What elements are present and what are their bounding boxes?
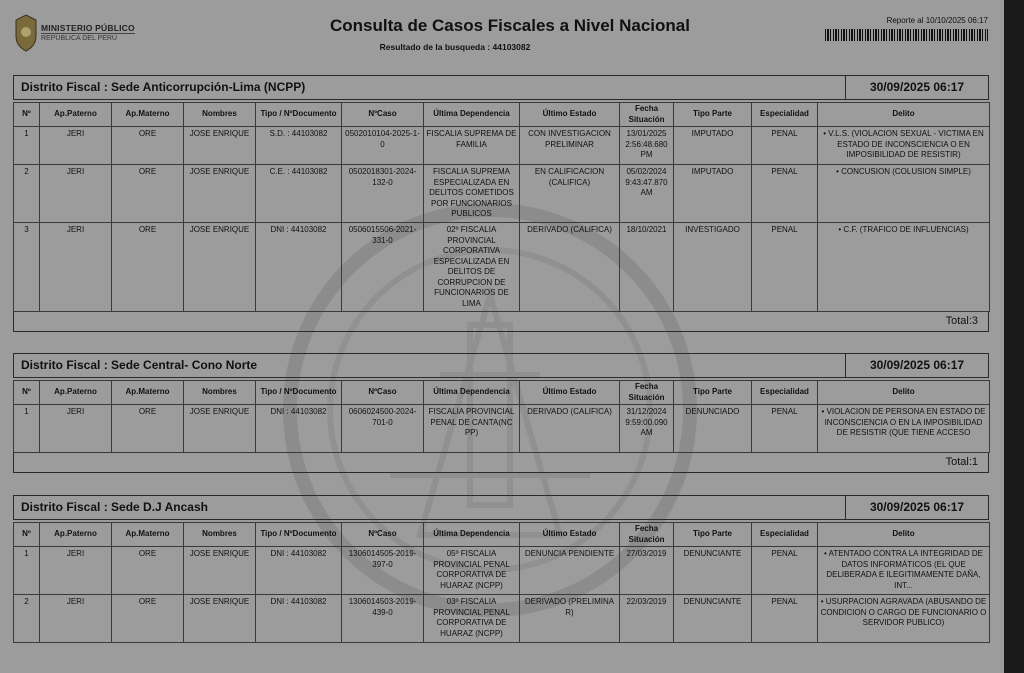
cell: 2	[14, 165, 40, 223]
cell: 03º FISCALIA PROVINCIAL PENAL CORPORATIVA DE HUARAZ (NCPP)	[424, 595, 520, 643]
cell: • ATENTADO CONTRA LA INTEGRIDAD DE DATOS INFORMÁTICOS (EL QUE DELIBERADA E ILEGITIMAMENTE DAÑA, INT...	[818, 547, 990, 595]
cell: 3	[14, 223, 40, 312]
col-header: Nombres	[184, 103, 256, 127]
cell: PENAL	[752, 165, 818, 223]
section-anticorrupcion	[13, 75, 989, 332]
col-header: Delito	[818, 103, 990, 127]
col-header: Último Estado	[520, 523, 620, 547]
col-header: Tipo / NºDocumento	[256, 103, 342, 127]
table-header-row	[14, 523, 990, 547]
col-header: Última Dependencia	[424, 381, 520, 405]
cell: 0606024500-2024-701-0	[342, 405, 424, 453]
cell: DENUNCIANTE	[674, 547, 752, 595]
col-header: Nombres	[184, 523, 256, 547]
col-header: Especialidad	[752, 103, 818, 127]
cell: INVESTIGADO	[674, 223, 752, 312]
col-header: Ap.Materno	[112, 381, 184, 405]
cell: DENUNCIA PENDIENTE	[520, 547, 620, 595]
cell: • VIOLACION DE PERSONA EN ESTADO DE INCONSCIENCIA O EN LA IMPOSIBILIDAD DE RESISTIR (QUE TIENE ACCESO	[818, 405, 990, 453]
col-header: Ap.Paterno	[40, 523, 112, 547]
col-header: Especialidad	[752, 523, 818, 547]
col-header: Nº	[14, 381, 40, 405]
col-header: Nº	[14, 523, 40, 547]
col-header: Delito	[818, 381, 990, 405]
col-header: NºCaso	[342, 381, 424, 405]
cell: JERI	[40, 165, 112, 223]
cell: DENUNCIANTE	[674, 595, 752, 643]
cell: DNI : 44103082	[256, 405, 342, 453]
col-header: Nombres	[184, 381, 256, 405]
section-cono-norte	[13, 353, 989, 473]
cell: JOSE ENRIQUE	[184, 547, 256, 595]
cell: JERI	[40, 405, 112, 453]
cell: 2	[14, 595, 40, 643]
search-result-label: Resultado de la busqueda : 44103082	[379, 42, 531, 52]
section-date: 30/09/2025 06:17	[869, 500, 965, 514]
cell: FISCALIA SUPREMA DE FAMILIA	[424, 127, 520, 165]
cell: 13/01/2025 2:56:48.680 PM	[620, 127, 674, 165]
col-header: Último Estado	[520, 381, 620, 405]
col-header: Nº	[14, 103, 40, 127]
cell: JERI	[40, 223, 112, 312]
cell: 1	[14, 405, 40, 453]
cell: C.E. : 44103082	[256, 165, 342, 223]
barcode	[825, 29, 988, 41]
table-header-row	[14, 381, 990, 405]
cell: PENAL	[752, 223, 818, 312]
cell: 0502010104-2025-1-0	[342, 127, 424, 165]
table-row	[14, 165, 990, 223]
cases-table	[13, 380, 990, 453]
cell: EN CALIFICACION (CALIFICA)	[520, 165, 620, 223]
cell: DNI : 44103082	[256, 595, 342, 643]
cell: 27/03/2019	[620, 547, 674, 595]
cell: JERI	[40, 127, 112, 165]
cell: • CONCUSION (COLUSION SIMPLE)	[818, 165, 990, 223]
cell: ORE	[112, 165, 184, 223]
col-header: Tipo / NºDocumento	[256, 523, 342, 547]
col-header: Último Estado	[520, 103, 620, 127]
cell: 1	[14, 547, 40, 595]
col-header: Fecha Situación	[620, 381, 674, 405]
cell: ORE	[112, 223, 184, 312]
cell: 31/12/2024 9:59:00.090 AM	[620, 405, 674, 453]
cell: JERI	[40, 595, 112, 643]
col-header: Fecha Situación	[620, 523, 674, 547]
cell: JERI	[40, 547, 112, 595]
cell: JOSE ENRIQUE	[184, 223, 256, 312]
cases-table	[13, 522, 990, 643]
cell: S.D. : 44103082	[256, 127, 342, 165]
cell: DERIVADO (PRELIMINA R)	[520, 595, 620, 643]
report-date: Reporte al 10/10/2025 06:17	[886, 16, 988, 25]
cell: DERIVADO (CALIFICA)	[520, 223, 620, 312]
cell: JOSE ENRIQUE	[184, 127, 256, 165]
cell: • V.L.S. (VIOLACION SEXUAL - VICTIMA EN ESTADO DE INCONSCIENCIA O EN IMPOSIBILIDAD DE RESISTIR)	[818, 127, 990, 165]
page-title: Consulta de Casos Fiscales a Nivel Nacional	[330, 16, 690, 35]
cell: DERIVADO (CALIFICA)	[520, 405, 620, 453]
table-row	[14, 595, 990, 643]
logo-line2: REPÚBLICA DEL PERÚ	[41, 33, 135, 43]
cell: 22/03/2019	[620, 595, 674, 643]
logo-line1: MINISTERIO PÚBLICO	[41, 23, 135, 33]
cell: DNI : 44103082	[256, 547, 342, 595]
table-row	[14, 547, 990, 595]
cell: ORE	[112, 127, 184, 165]
cell: JOSE ENRIQUE	[184, 405, 256, 453]
cell: PENAL	[752, 595, 818, 643]
table-header-row	[14, 103, 990, 127]
cell: JOSE ENRIQUE	[184, 595, 256, 643]
cell: DENUNCIADO	[674, 405, 752, 453]
cell: • USURPACION AGRAVADA (ABUSANDO DE CONDICION O CARGO DE FUNCIONARIO O SERVIDOR PUBLICO)	[818, 595, 990, 643]
col-header: Última Dependencia	[424, 523, 520, 547]
section-total: Total:1	[13, 453, 989, 473]
cases-table	[13, 102, 990, 312]
col-header: Última Dependencia	[424, 103, 520, 127]
section-date: 30/09/2025 06:17	[869, 358, 965, 372]
cell: CON INVESTIGACION PRELIMINAR	[520, 127, 620, 165]
cell: PENAL	[752, 547, 818, 595]
cell: FISCALIA PROVINCIAL PENAL DE CANTA(NC PP)	[424, 405, 520, 453]
cell: PENAL	[752, 127, 818, 165]
cell: FISCALIA SUPREMA ESPECIALIZADA EN DELITOS COMETIDOS POR FUNCIONARIOS PUBLICOS	[424, 165, 520, 223]
cell: ORE	[112, 547, 184, 595]
cell: 1	[14, 127, 40, 165]
cell: PENAL	[752, 405, 818, 453]
cell: ORE	[112, 595, 184, 643]
cell: JOSE ENRIQUE	[184, 165, 256, 223]
col-header: Ap.Paterno	[40, 103, 112, 127]
cell: DNI : 44103082	[256, 223, 342, 312]
cell: • C.F. (TRAFICO DE INFLUENCIAS)	[818, 223, 990, 312]
col-header: Fecha Situación	[620, 103, 674, 127]
cell: 02º FISCALIA PROVINCIAL CORPORATIVA ESPECIALIZADA EN DELITOS DE CORRUPCION DE FUNCIONARIOS DE LIMA	[424, 223, 520, 312]
cell: 05º FISCALIA PROVINCIAL PENAL CORPORATIVA DE HUARAZ (NCPP)	[424, 547, 520, 595]
cell: 05/02/2024 9:43:47.870 AM	[620, 165, 674, 223]
cell: IMPUTADO	[674, 127, 752, 165]
cell: 1306014505-2019-397-0	[342, 547, 424, 595]
col-header: Ap.Paterno	[40, 381, 112, 405]
cell: 1306014503-2019-439-0	[342, 595, 424, 643]
table-row	[14, 223, 990, 312]
col-header: Delito	[818, 523, 990, 547]
cell: ORE	[112, 405, 184, 453]
cell: 18/10/2021	[620, 223, 674, 312]
cell: 0502018301-2024-132-0	[342, 165, 424, 223]
table-row	[14, 127, 990, 165]
col-header: Tipo Parte	[674, 103, 752, 127]
section-total: Total:3	[13, 312, 989, 332]
col-header: Tipo Parte	[674, 523, 752, 547]
col-header: Ap.Materno	[112, 523, 184, 547]
col-header: NºCaso	[342, 523, 424, 547]
col-header: NºCaso	[342, 103, 424, 127]
section-ancash	[13, 495, 989, 643]
col-header: Especialidad	[752, 381, 818, 405]
table-row	[14, 405, 990, 453]
section-title: Distrito Fiscal : Sede D.J Ancash	[14, 496, 846, 519]
col-header: Ap.Materno	[112, 103, 184, 127]
col-header: Tipo Parte	[674, 381, 752, 405]
section-date: 30/09/2025 06:17	[869, 80, 965, 94]
cell: IMPUTADO	[674, 165, 752, 223]
section-title: Distrito Fiscal : Sede Anticorrupción-Lima (NCPP)	[14, 76, 846, 99]
cell: 0506015506-2021-331-0	[342, 223, 424, 312]
section-title: Distrito Fiscal : Sede Central- Cono Norte	[14, 354, 846, 377]
col-header: Tipo / NºDocumento	[256, 381, 342, 405]
